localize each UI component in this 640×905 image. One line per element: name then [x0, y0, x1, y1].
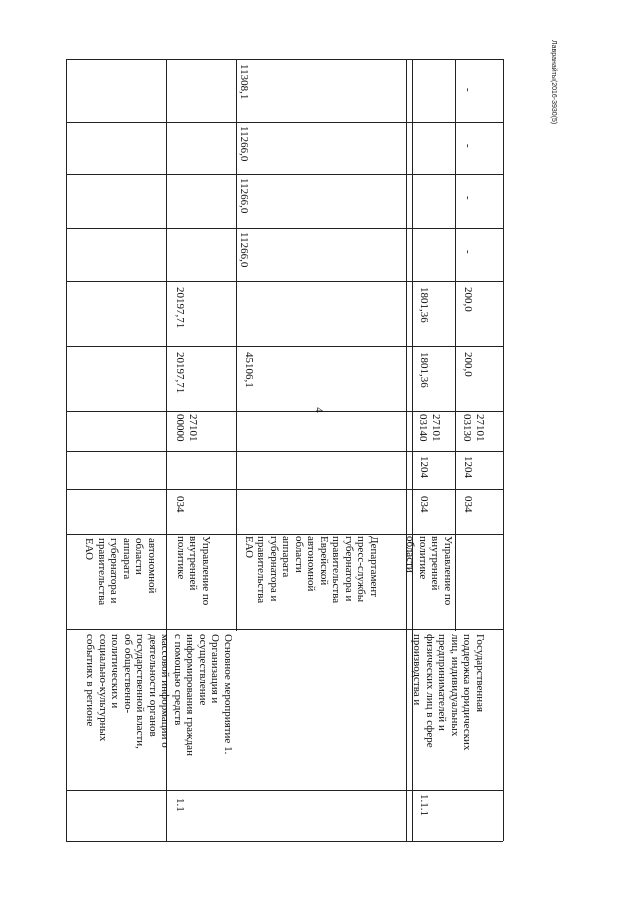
table-line: [66, 346, 503, 347]
year-value: 11308,1: [238, 64, 250, 100]
year-value: 20197,71: [174, 287, 186, 329]
header-fragment: автономной области аппарата губернатора и правительства ЕАО: [83, 538, 158, 606]
year-value: 1801,36: [418, 287, 430, 323]
row-name: Государственная поддержка юридических лиц, индивидуальных предпринимателей и физических лиц в сфере производства и: [411, 634, 486, 751]
executor-name: Управление по внутренней политике области: [404, 536, 454, 606]
csr-code: 27101 03140: [417, 414, 442, 442]
year-value: 11266,0: [238, 126, 250, 162]
year-value: -: [462, 144, 474, 148]
table-line: [66, 534, 503, 535]
rzpr-code: 1204: [462, 456, 474, 478]
year-value: 11266,0: [238, 232, 250, 268]
table-line: [66, 122, 503, 123]
table-line: [66, 281, 503, 282]
grbs-code: 034: [174, 496, 186, 513]
table-line: [406, 59, 407, 841]
table-line: [66, 228, 503, 229]
table-line: [66, 174, 503, 175]
row-number: 1.1: [174, 798, 186, 812]
page-number: 4: [312, 407, 325, 413]
table-line: [503, 59, 504, 841]
total-value: 1801,36: [418, 352, 430, 388]
watermark: Лавранайты(2016-3930(5): [550, 40, 557, 125]
year-value: 200,0: [462, 287, 474, 312]
year-value: -: [462, 250, 474, 254]
row-number: 1.1.1: [418, 794, 430, 816]
year-value: 11266,0: [238, 178, 250, 214]
year-value: -: [462, 196, 474, 200]
executor-name: Департамент пресс-службы губернатора и правительства Еврейской автономной области аппарата губернатора и правительства ЕАО: [243, 536, 380, 604]
row-name: Основное мероприятие 1. Организация и осуществление информирования граждан с помощью средств массовой информации о деятельности органов государственной власти, об общественно- политических и социально-культурных событиях в регионе: [84, 634, 234, 756]
total-value: 45106,1: [243, 352, 255, 388]
table-line: [66, 411, 503, 412]
grbs-code: 034: [462, 496, 474, 513]
table-line: [66, 489, 503, 490]
total-value: 200,0: [462, 352, 474, 377]
table-line: [236, 59, 237, 631]
csr-code: 27101 00000: [174, 414, 199, 442]
table-line: [66, 841, 503, 842]
rzpr-code: 1204: [418, 456, 430, 478]
grbs-code: 034: [418, 496, 430, 513]
total-value: 20197,71: [174, 352, 186, 394]
executor-name: Управление по внутренней политике: [175, 536, 212, 606]
csr-code: 27101 03130: [461, 414, 486, 442]
table-line: [66, 59, 67, 841]
year-value: -: [462, 88, 474, 92]
table-line: [455, 59, 456, 631]
table-line: [66, 59, 503, 60]
